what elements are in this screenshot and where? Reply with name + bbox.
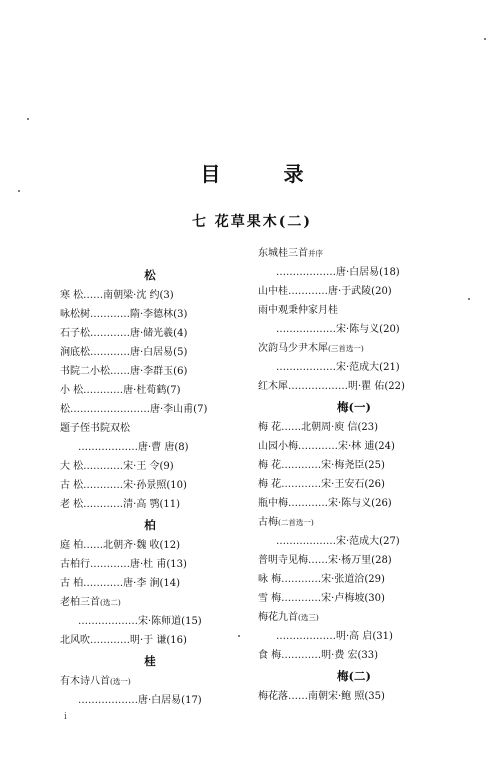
toc-entry-text: 瓶中梅…………宋·陈与义(26) xyxy=(258,498,392,509)
toc-entry xyxy=(258,494,450,513)
toc-entry xyxy=(60,381,240,400)
toc-entry xyxy=(60,593,240,612)
toc-entry xyxy=(60,574,240,593)
toc-entry xyxy=(60,672,240,691)
toc-entry-text: ………………唐·白居易(18) xyxy=(276,267,400,278)
toc-entry-text: 梅 花……北朝周·庾 信(23) xyxy=(258,422,379,433)
toc-entry-text: 题子侄书院双松 xyxy=(60,423,130,434)
section-heading: 松 xyxy=(144,268,156,282)
toc-entry xyxy=(258,456,450,475)
section-heading: 柏 xyxy=(144,518,156,532)
toc-entry-text: 老柏三首 xyxy=(60,597,100,608)
toc-entry-note: (二首选一) xyxy=(278,518,314,527)
toc-entry xyxy=(60,400,240,419)
toc-entry-text: 有木诗八首 xyxy=(60,676,110,687)
toc-entry-continuation xyxy=(258,532,450,551)
toc-entry-note: (选三) xyxy=(298,613,319,622)
toc-entry-continuation xyxy=(60,612,240,631)
toc-entry-text: 古 柏…………唐·李 涧(14) xyxy=(60,578,181,589)
toc-entry-text: 山中桂…………唐·于武陵(20) xyxy=(258,286,392,297)
toc-entry-text: 雨中观秉仲家月桂 xyxy=(258,305,338,316)
toc-entry-text: 梅花九首 xyxy=(258,612,298,623)
toc-entry xyxy=(258,437,450,456)
toc-entry-text: 大 松…………宋·王 令(9) xyxy=(60,461,174,472)
toc-entry-text: ………………明·高 启(31) xyxy=(276,631,393,642)
toc-entry-text: 普明寺见梅……宋·杨万里(28) xyxy=(258,555,392,566)
toc-entry xyxy=(258,418,450,437)
toc-entry-text: 涧底松…………唐·白居易(5) xyxy=(60,347,188,358)
speck xyxy=(484,38,486,40)
toc-entry-note: 并序 xyxy=(308,249,323,258)
page-mark: i xyxy=(64,712,67,722)
toc-entry-text: 食 梅…………明·费 宏(33) xyxy=(258,650,379,661)
toc-entry-continuation xyxy=(60,691,240,710)
toc-entry xyxy=(60,286,240,305)
toc-entry-text: 小 松…………唐·杜荀鹤(7) xyxy=(60,385,181,396)
toc-entry xyxy=(258,301,450,320)
toc-entry-text: ………………宋·陈师道(15) xyxy=(78,616,202,627)
toc-entry-text: 山园小梅…………宋·林 逋(24) xyxy=(258,441,395,452)
toc-left-column xyxy=(60,264,240,710)
toc-entry xyxy=(258,475,450,494)
toc-entry-text: 石子松…………唐·储光羲(4) xyxy=(60,328,188,339)
toc-entry xyxy=(258,608,450,627)
toc-entry-text: 梅 花…………宋·王安石(26) xyxy=(258,479,385,490)
toc-entry-text: 咏 梅…………宋·张道洽(29) xyxy=(258,574,385,585)
speck xyxy=(18,190,20,192)
toc-entry xyxy=(258,589,450,608)
toc-entry-continuation xyxy=(258,627,450,646)
toc-entry xyxy=(60,495,240,514)
toc-entry-continuation xyxy=(258,263,450,282)
toc-entry xyxy=(60,457,240,476)
toc-entry xyxy=(258,687,450,706)
toc-entry-text: 北风吹…………明·于 谦(16) xyxy=(60,635,187,646)
toc-entry-text: 松……………………唐·李山甫(7) xyxy=(60,404,208,415)
toc-entry xyxy=(60,343,240,362)
toc-right-column xyxy=(258,244,450,706)
toc-entry xyxy=(60,305,240,324)
toc-entry-note: (选一) xyxy=(110,677,131,686)
toc-entry-text: ………………唐·曹 唐(8) xyxy=(78,442,189,453)
toc-entry-text: 梅花落……南朝宋·鲍 照(35) xyxy=(258,691,385,702)
toc-entry xyxy=(60,631,240,650)
toc-entry-continuation xyxy=(258,320,450,339)
toc-entry xyxy=(60,476,240,495)
toc-entry xyxy=(60,419,240,438)
toc-entry-text: 咏松树…………隋·李德林(3) xyxy=(60,309,188,320)
toc-entry-text: 古 松…………宋·孙景照(10) xyxy=(60,480,187,491)
toc-entry xyxy=(258,570,450,589)
speck xyxy=(468,298,470,300)
toc-entry-note: (选二) xyxy=(100,598,121,607)
toc-title: 目 录 xyxy=(200,162,332,186)
toc-entry-continuation xyxy=(258,358,450,377)
toc-entry-continuation xyxy=(60,438,240,457)
toc-entry xyxy=(258,646,450,665)
toc-entry xyxy=(60,324,240,343)
toc-entry xyxy=(258,513,450,532)
toc-entry xyxy=(258,244,450,263)
toc-entry xyxy=(258,377,450,396)
toc-entry-note: (三首选一) xyxy=(328,344,364,353)
toc-entry-text: 书院二小松……唐·李群玉(6) xyxy=(60,366,188,377)
section-heading: 梅(二) xyxy=(337,669,371,683)
toc-entry-text: 雪 梅…………宋·卢梅坡(30) xyxy=(258,593,385,604)
section-subtitle: 七 花草果木(二) xyxy=(191,214,313,230)
toc-entry-text: 梅 花…………宋·梅尧臣(25) xyxy=(258,460,385,471)
toc-entry-text: 庭 柏……北朝齐·魏 收(12) xyxy=(60,540,181,551)
toc-entry-text: ………………宋·陈与义(20) xyxy=(276,324,400,335)
toc-entry xyxy=(60,362,240,381)
toc-entry-text: 次韵马少尹木犀 xyxy=(258,343,328,354)
section-heading: 桂 xyxy=(144,654,156,668)
section-heading: 梅(一) xyxy=(337,400,371,414)
toc-entry-text: 老 松…………清·高 鹗(11) xyxy=(60,499,181,510)
toc-entry-text: 古柏行…………唐·杜 甫(13) xyxy=(60,559,187,570)
toc-entry xyxy=(258,282,450,301)
toc-entry xyxy=(258,551,450,570)
toc-entry xyxy=(60,555,240,574)
toc-entry-text: 东城桂三首 xyxy=(258,248,308,259)
toc-entry-text: 寒 松……南朝梁·沈 约(3) xyxy=(60,290,174,301)
toc-entry-text: ………………宋·范成大(21) xyxy=(276,362,400,373)
speck xyxy=(27,118,29,120)
speck xyxy=(238,635,240,637)
toc-entry-text: ………………宋·范成大(27) xyxy=(276,536,400,547)
toc-entry xyxy=(258,339,450,358)
toc-entry-text: 古梅 xyxy=(258,517,278,528)
toc-entry xyxy=(60,536,240,555)
toc-entry-text: 红木犀………………明·瞿 佑(22) xyxy=(258,381,405,392)
toc-entry-text: ………………唐·白居易(17) xyxy=(78,695,202,706)
